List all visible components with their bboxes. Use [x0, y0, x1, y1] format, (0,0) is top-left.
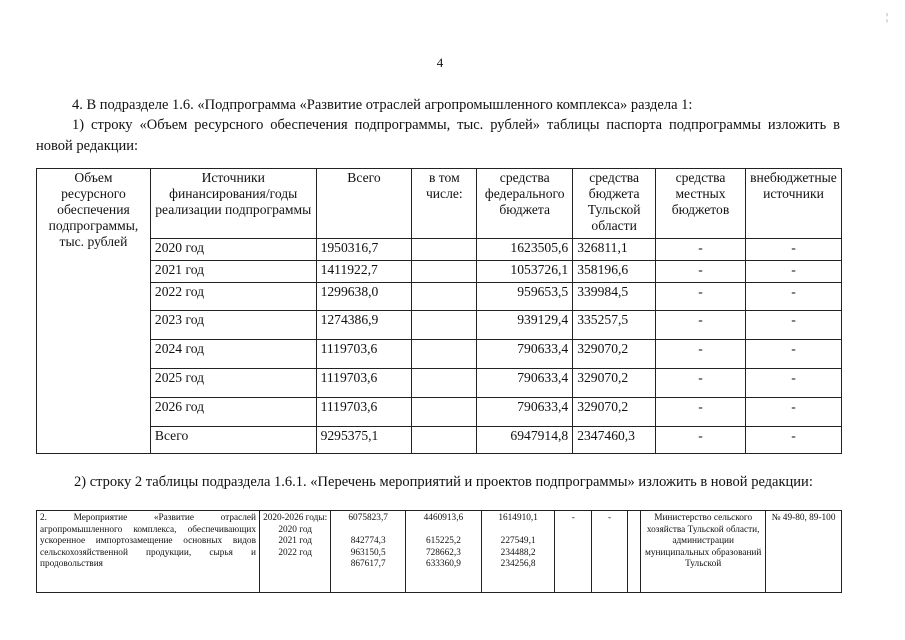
regional-cell — [481, 511, 555, 593]
empty-cell — [627, 511, 640, 593]
year-cell: 2026 год — [150, 398, 316, 427]
offbudget-cell: - — [745, 239, 841, 261]
regional-value: 234256,8 — [500, 559, 536, 569]
regional-cell: 2347460,3 — [573, 427, 656, 454]
regional-cell: 358196,6 — [573, 261, 656, 283]
period-label: 2020-2026 годы: — [263, 513, 328, 523]
total-cell: 1119703,6 — [316, 369, 412, 398]
year-cell: Всего — [150, 427, 316, 454]
empty-cell — [412, 311, 477, 340]
executor-cell: Министерство сельского хозяйства Тульской области, администрации муниципальных образований Тульской — [641, 511, 766, 593]
regional-cell: 329070,2 — [573, 369, 656, 398]
federal-value: 728662,3 — [425, 547, 461, 558]
federal-cell: 6947914,8 — [477, 427, 573, 454]
offbudget-cell: - — [745, 369, 841, 398]
regional-cell: 339984,5 — [573, 283, 656, 311]
header-federal: средства федерального бюджета — [477, 169, 573, 239]
federal-value: 615225,2 — [425, 536, 461, 546]
header-including: в том числе: — [412, 169, 477, 239]
event-description: 2. Мероприятие «Развитие отраслей агропромышленного комплекса, обеспечивающих ускоренное импортозамещение основных видов сельскохозяйственной продукции, сырья и продовольствия — [37, 511, 260, 593]
year-cell: 2020 год — [150, 239, 316, 261]
regional-cell: 329070,2 — [573, 340, 656, 369]
federal-cell — [406, 511, 482, 593]
table-row — [37, 398, 842, 427]
table-row — [37, 511, 842, 593]
table-row — [37, 340, 842, 369]
table-row — [37, 239, 842, 261]
local-cell: - — [656, 369, 746, 398]
regional-cell: 326811,1 — [573, 239, 656, 261]
federal-cell: 790633,4 — [477, 369, 573, 398]
resource-table — [36, 168, 842, 454]
header-offbudget: внебюджетные источники — [745, 169, 841, 239]
year-label: 2020 год — [278, 524, 312, 535]
federal-value: 633360,9 — [425, 559, 461, 569]
header-regional: средства бюджета Тульской области — [573, 169, 656, 239]
empty-cell — [412, 239, 477, 261]
totals-cell — [331, 511, 406, 593]
local-cell: - — [656, 239, 746, 261]
federal-cell: 1053726,1 — [477, 261, 573, 283]
local-cell: - — [656, 427, 746, 454]
federal-cell: 1623505,6 — [477, 239, 573, 261]
federal-cell: 790633,4 — [477, 398, 573, 427]
regional-all-value: 1614910,1 — [498, 513, 538, 523]
empty-cell — [412, 261, 477, 283]
federal-cell: 939129,4 — [477, 311, 573, 340]
regional-cell: 329070,2 — [573, 398, 656, 427]
total-cell: 1119703,6 — [316, 340, 412, 369]
local-cell: - — [656, 261, 746, 283]
offbudget-cell: - — [745, 340, 841, 369]
total-all-value: 6075823,7 — [348, 513, 388, 523]
total-cell: 1950316,7 — [316, 239, 412, 261]
year-label: 2021 год — [278, 536, 312, 546]
regional-cell: 335257,5 — [573, 311, 656, 340]
offbudget-cell: - — [745, 427, 841, 454]
local-cell: - — [656, 398, 746, 427]
year-cell: 2024 год — [150, 340, 316, 369]
local-cell: - — [656, 283, 746, 311]
offbudget-cell: - — [745, 261, 841, 283]
total-cell: 1119703,6 — [316, 398, 412, 427]
indicators-cell: № 49-80, 89-100 — [766, 511, 842, 593]
local-cell: - — [555, 511, 592, 593]
table-row-total — [37, 427, 842, 454]
header-sources: Источники финансирования/годы реализации подпрограммы — [150, 169, 316, 239]
header-total: Всего — [316, 169, 412, 239]
events-table — [36, 510, 842, 593]
table-row — [37, 369, 842, 398]
local-cell: - — [656, 340, 746, 369]
paragraph-section-1-6: 4. В подразделе 1.6. «Подпрограмма «Развитие отраслей агропромышленного комплекса» раздела 1: — [72, 97, 693, 113]
year-cell: 2021 год — [150, 261, 316, 283]
row-label: Объем ресурсного обеспечения подпрограммы, тыс. рублей — [37, 169, 151, 454]
federal-all-value: 4460913,6 — [423, 513, 464, 523]
local-cell: - — [656, 311, 746, 340]
year-cell: 2022 год — [150, 283, 316, 311]
empty-cell — [412, 283, 477, 311]
total-value: 867617,7 — [350, 559, 386, 569]
year-cell: 2025 год — [150, 369, 316, 398]
period-cell — [259, 511, 330, 593]
paragraph-item-2: 2) строку 2 таблицы подраздела 1.6.1. «Перечень мероприятий и проектов подпрограммы» изложить в новой редакции: — [74, 474, 813, 490]
total-cell: 1411922,7 — [316, 261, 412, 283]
total-cell: 1274386,9 — [316, 311, 412, 340]
offbudget-cell: - — [745, 283, 841, 311]
corner-mark: ¦ — [886, 12, 889, 23]
table-row — [37, 311, 842, 340]
empty-cell — [412, 398, 477, 427]
empty-cell — [412, 369, 477, 398]
total-cell: 9295375,1 — [316, 427, 412, 454]
year-cell: 2023 год — [150, 311, 316, 340]
offbudget-cell: - — [592, 511, 628, 593]
empty-cell — [412, 427, 477, 454]
page-number: 4 — [436, 55, 444, 70]
federal-cell: 959653,5 — [477, 283, 573, 311]
offbudget-cell: - — [745, 398, 841, 427]
offbudget-cell: - — [745, 311, 841, 340]
table-row — [37, 283, 842, 311]
empty-cell — [412, 340, 477, 369]
total-cell: 1299638,0 — [316, 283, 412, 311]
paragraph-item-1: 1) строку «Объем ресурсного обеспечения подпрограммы, тыс. рублей» таблицы паспорта подпрограммы изложить в новой редакции: — [36, 117, 840, 154]
year-label: 2022 год — [278, 547, 312, 558]
table-row — [37, 261, 842, 283]
total-value: 842774,3 — [350, 536, 386, 546]
federal-cell: 790633,4 — [477, 340, 573, 369]
regional-value: 227549,1 — [500, 536, 536, 546]
total-value: 963150,5 — [350, 547, 386, 558]
header-local: средства местных бюджетов — [656, 169, 746, 239]
regional-value: 234488,2 — [500, 547, 536, 558]
